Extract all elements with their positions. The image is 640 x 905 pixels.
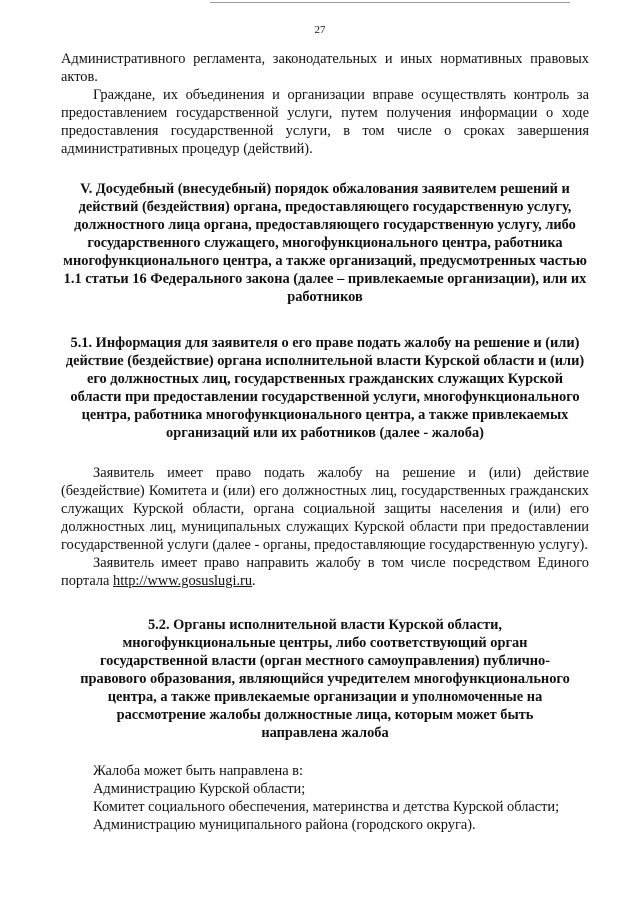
- paragraph-continuation: Административного регламента, законодательных и иных нормативных правовых актов.: [61, 51, 589, 85]
- portal-suffix: .: [252, 573, 256, 589]
- document-body: [61, 50, 589, 834]
- paragraph-applicant-rights: Заявитель имеет право подать жалобу на решение и (или) действие (бездействие) Комитета и (или) его должностных лиц, государственных гражданских служащих Курской области, органа социальной защиты населения и (или) его должностных лиц, муниципальных служащих Курской области при предоставлении государственной услуги (далее - органы, предоставляющие государственную услугу).: [61, 465, 589, 553]
- heading-section-v: V. Досудебный (внесудебный) порядок обжалования заявителем решений и действий (бездействия) органа, предоставляющего государственную услугу, должностного лица органа, предоставляющего государственную услугу, либо государственного служащего, многофункционального центра, работника многофункционального центра, а также организаций, предусмотренных частью 1.1 статьи 16 Федерального закона (далее – привлекаемые организации), или их работников: [63, 181, 587, 305]
- portal-link[interactable]: http://www.gosuslugi.ru: [113, 573, 253, 589]
- heading-section-5-1: 5.1. Информация для заявителя о его праве подать жалобу на решение и (или) действие (бездействие) органа исполнительной власти Курской области и (или) его должностных лиц, государственных гражданских служащих Курской области при предоставлении государственной услуги, многофункционального центра, работника многофункционального центра, а также привлекаемых организаций или их работников (далее - жалоба): [65, 335, 585, 441]
- top-rule: [210, 2, 570, 3]
- portal-prefix: Заявитель имеет право направить жалобу в том числе посредством Единого портала: [61, 555, 589, 589]
- list-item: Администрацию муниципального района (городского округа).: [93, 817, 476, 833]
- paragraph-portal: [61, 554, 589, 590]
- list-item: Администрацию Курской области;: [93, 781, 306, 797]
- page-number: 27: [314, 24, 326, 36]
- complaint-list-intro: Жалоба может быть направлена в:: [93, 763, 303, 779]
- paragraph-citizens-control: Граждане, их объединения и организации вправе осуществлять контроль за предоставлением государственной услуги, путем получения информации о ходе предоставления государственной услуги, в том числе о сроках завершения административных процедур (действий).: [61, 87, 589, 157]
- list-item: Комитет социального обеспечения, материнства и детства Курской области;: [93, 799, 560, 815]
- heading-section-5-2: 5.2. Органы исполнительной власти Курской области, многофункциональные центры, либо соответствующий орган государственной власти (орган местного самоуправления) публично-правового образования, являющийся учредителем многофункционального центра, а также привлекаемые организации и уполномоченные на рассмотрение жалобы должностные лица, которым может быть направлена жалоба: [80, 617, 570, 741]
- complaint-recipients-list: [61, 762, 589, 834]
